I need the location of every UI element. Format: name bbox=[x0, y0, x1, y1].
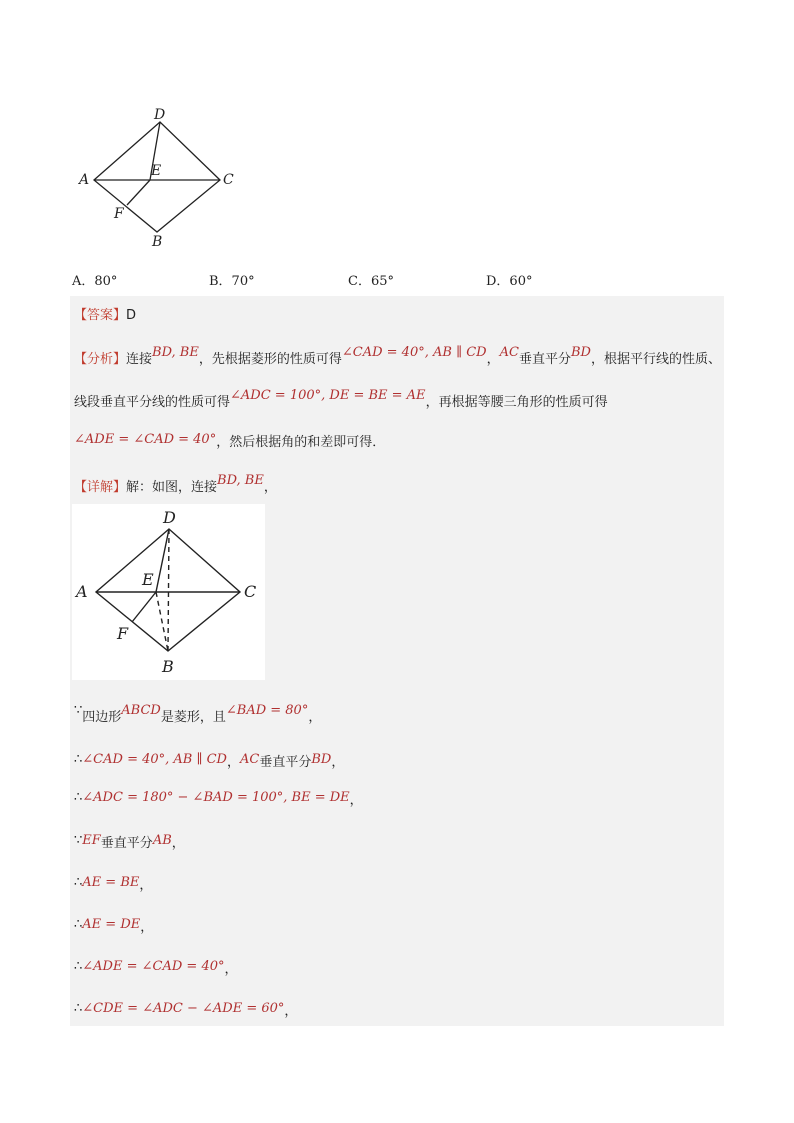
analysis-line-1 bbox=[74, 345, 721, 367]
therefore-symbol: ∴ bbox=[74, 959, 83, 974]
text: ，先根据菱形的性质可得 bbox=[198, 352, 342, 367]
math: EF bbox=[82, 833, 101, 848]
math: AE = BE bbox=[82, 875, 140, 890]
math: ABCD bbox=[121, 703, 161, 718]
analysis-line-3 bbox=[74, 428, 386, 450]
therefore-symbol: ∴ bbox=[74, 752, 83, 767]
math: AC bbox=[240, 752, 260, 767]
step-2 bbox=[74, 748, 345, 770]
label-b: B bbox=[162, 657, 174, 676]
option-d: D．60° bbox=[486, 274, 533, 289]
segment-ef bbox=[132, 592, 156, 622]
text: 垂直平分 bbox=[518, 352, 571, 367]
answer-tag: 【答案】 bbox=[74, 308, 127, 323]
analysis-tag: 【分析】 bbox=[74, 352, 127, 367]
text: ， bbox=[308, 710, 322, 725]
math: ∠ADC = 100°, DE = BE = AE bbox=[230, 388, 426, 403]
segment-ef bbox=[127, 180, 150, 205]
text: 垂直平分 bbox=[100, 836, 153, 851]
label-c: C bbox=[223, 172, 234, 188]
step-6 bbox=[74, 913, 154, 935]
text: 连接 bbox=[126, 352, 153, 367]
text: 是菱形，且 bbox=[160, 710, 226, 725]
math: ∠BAD = 80° bbox=[225, 703, 309, 718]
text: 线段垂直平分线的性质可得 bbox=[74, 395, 231, 410]
label-c: C bbox=[244, 582, 257, 601]
math: BD bbox=[570, 345, 591, 360]
text: ， bbox=[284, 1004, 298, 1019]
text: ， bbox=[140, 920, 154, 935]
text: ， bbox=[139, 878, 153, 893]
text: ，根据平行线的性质、 bbox=[590, 352, 721, 367]
label-f: F bbox=[117, 624, 129, 643]
math: ∠CAD = 40°, AB ∥ CD bbox=[341, 345, 487, 360]
option-a: A．80° bbox=[72, 274, 118, 289]
text: ， bbox=[226, 755, 240, 770]
math: AB bbox=[152, 833, 172, 848]
solution-panel bbox=[70, 296, 724, 1026]
option-c: C．65° bbox=[348, 274, 394, 289]
math: ∠CAD = 40°, AB ∥ CD bbox=[82, 752, 227, 767]
label-a: A bbox=[76, 582, 88, 601]
step-4 bbox=[74, 829, 185, 851]
answer-options bbox=[72, 270, 772, 290]
because-symbol: ∵ bbox=[74, 703, 83, 718]
label-b: B bbox=[152, 234, 163, 250]
answer-value: D bbox=[126, 308, 137, 323]
therefore-symbol: ∴ bbox=[74, 875, 83, 890]
math: BD bbox=[311, 752, 332, 767]
step-5 bbox=[74, 871, 153, 893]
math: AC bbox=[499, 345, 519, 360]
rhombus-figure bbox=[70, 100, 250, 255]
because-symbol: ∵ bbox=[74, 833, 83, 848]
math: BD, BE bbox=[152, 345, 199, 360]
math: BD, BE bbox=[217, 473, 264, 488]
detail-line bbox=[74, 473, 277, 495]
analysis-line-2 bbox=[74, 388, 608, 410]
text: 垂直平分 bbox=[259, 755, 312, 770]
label-e: E bbox=[151, 163, 162, 179]
text: ， bbox=[349, 793, 363, 808]
step-7 bbox=[74, 955, 238, 977]
text: 四边形 bbox=[82, 710, 122, 725]
label-e: E bbox=[142, 570, 154, 589]
answer-line bbox=[74, 304, 136, 323]
text: ， bbox=[331, 755, 345, 770]
label-d: D bbox=[163, 508, 176, 527]
therefore-symbol: ∴ bbox=[74, 917, 83, 932]
label-f: F bbox=[114, 206, 124, 222]
text: ，再根据等腰三角形的性质可得 bbox=[425, 395, 608, 410]
option-b: B．70° bbox=[209, 274, 255, 289]
detail-figure bbox=[72, 504, 265, 680]
math: ∠ADE = ∠CAD = 40° bbox=[82, 959, 225, 974]
step-3 bbox=[74, 786, 363, 808]
text: ， bbox=[224, 962, 238, 977]
step-8 bbox=[74, 997, 298, 1019]
therefore-symbol: ∴ bbox=[74, 790, 83, 805]
text: ，然后根据角的和差即可得． bbox=[216, 435, 386, 450]
math: AE = DE bbox=[82, 917, 141, 932]
label-d: D bbox=[154, 107, 166, 123]
math: ∠ADE = ∠CAD = 40° bbox=[74, 432, 217, 447]
step-1 bbox=[74, 703, 322, 725]
text: ， bbox=[171, 836, 185, 851]
math: ∠ADC = 180° − ∠BAD = 100°, BE = DE bbox=[82, 790, 350, 805]
detail-tag: 【详解】 bbox=[74, 480, 127, 495]
text: ， bbox=[486, 352, 500, 367]
math: ∠CDE = ∠ADC − ∠ADE = 60° bbox=[82, 1001, 285, 1016]
text: ， bbox=[263, 480, 277, 495]
therefore-symbol: ∴ bbox=[74, 1001, 83, 1016]
label-a: A bbox=[79, 172, 90, 188]
dashed-segment-bd bbox=[168, 529, 169, 651]
detail-figure-svg bbox=[72, 504, 265, 680]
text: 解：如图，连接 bbox=[126, 480, 218, 495]
